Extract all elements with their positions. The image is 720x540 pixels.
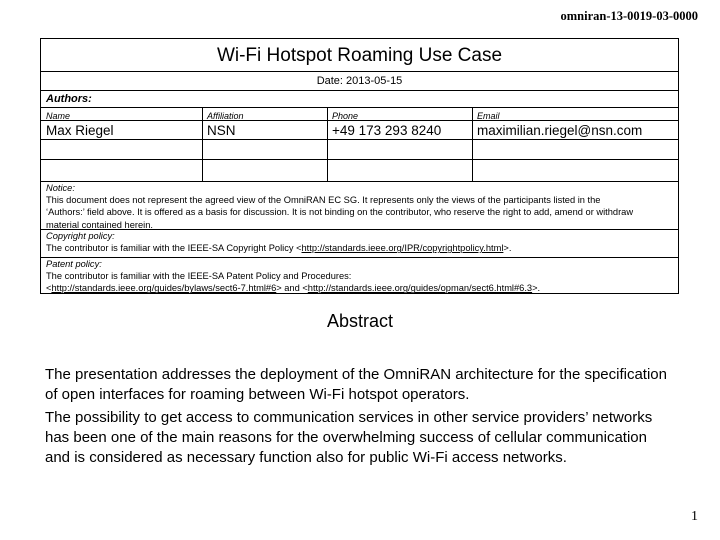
- copyright-text: The contributor is familiar with the IEEE-SA Copyright Policy <: [46, 243, 302, 254]
- author-phone: +49 173 293 8240: [332, 123, 442, 138]
- page-number: 1: [691, 509, 698, 524]
- notice-line: This document does not represent the agreed view of the OmniRAN EC SG. It represents only the views of the participants listed in the: [46, 195, 601, 206]
- copyright-text-end: >.: [503, 243, 512, 254]
- column-header-email: Email: [477, 111, 500, 121]
- divider: [41, 90, 678, 91]
- column-header-phone: Phone: [332, 111, 359, 121]
- abstract-paragraph: The presentation addresses the deployment of the OmniRAN architecture for the specification of open interfaces for roaming between Wi-Fi hotspot operators.: [45, 366, 667, 403]
- notice-label: Notice:: [46, 183, 75, 193]
- copyright-policy-link[interactable]: http://standards.ieee.org/IPR/copyrightpolicy.html: [301, 243, 504, 254]
- notice-line: ‘Authors:’ field above. It is offered as a basis for discussion. It is not binding on the contributor, who reserve the right to add, amend or withdraw: [46, 207, 634, 218]
- author-name: Max Riegel: [46, 123, 114, 138]
- patent-line: The contributor is familiar with the IEEE-SA Patent Policy and Procedures:: [46, 271, 352, 282]
- abstract-paragraph: The possibility to get access to communication services in other service providers’ networks has been one of the main reasons for the overwhelming success of cellular communication and is considered as necessary function also for public Wi-Fi access networks.: [45, 409, 653, 466]
- document-id: omniran-13-0019-03-0000: [560, 9, 698, 23]
- abstract-heading: Abstract: [326, 311, 394, 331]
- column-header-name: Name: [46, 111, 71, 121]
- patent-text: <: [46, 283, 52, 294]
- patent-label: Patent policy:: [46, 259, 102, 269]
- notice-line: material contained herein.: [46, 219, 153, 230]
- notice-section: [46, 182, 676, 231]
- patent-text: >.: [532, 283, 541, 294]
- author-email: maximilian.riegel@nsn.com: [477, 123, 643, 138]
- divider: [41, 159, 678, 160]
- bylaws-link[interactable]: http://standards.ieee.org/guides/bylaws/sect6-7.html#6: [51, 283, 277, 294]
- authors-label: Authors:: [46, 93, 92, 105]
- column-header-affiliation: Affiliation: [207, 111, 244, 121]
- author-affiliation: NSN: [207, 123, 236, 138]
- cover-table: [40, 38, 679, 294]
- document-date: Date: 2013-05-15: [316, 75, 403, 87]
- patent-section: [46, 258, 676, 295]
- patent-text: > and <: [276, 283, 308, 294]
- copyright-label: Copyright policy:: [46, 231, 115, 241]
- divider: [41, 120, 678, 121]
- divider: [41, 139, 678, 140]
- copyright-section: [46, 230, 676, 254]
- document-title: Wi-Fi Hotspot Roaming Use Case: [216, 45, 503, 66]
- opman-link[interactable]: http://standards.ieee.org/guides/opman/sect6.html#6.3: [307, 283, 533, 294]
